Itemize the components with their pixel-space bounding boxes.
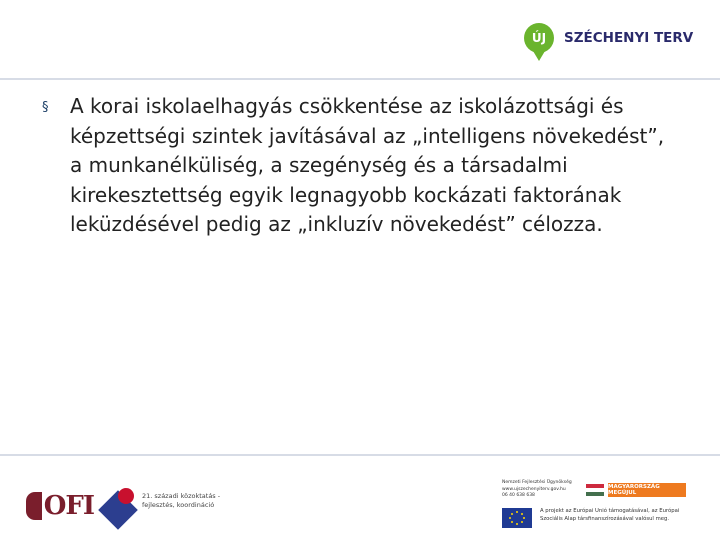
red-dot-icon [118, 488, 134, 504]
koordinacio-caption: 21. századi közoktatás - fejlesztés, koordináció [142, 492, 221, 509]
bullet-paragraph: A korai iskolaelhagyás csökkentése az iskolázottsági és képzettségi szintek javításával az „intelligens növekedést”, a munkanélküliség, a szegénység és a társadalmi kirekesztettség egyik legnagyobb kockázati faktorának leküzdésével pedig az „inkluzív növekedést” célozza. [70, 94, 665, 236]
reference-line: 06 40 638 638 [502, 493, 535, 498]
ofi-logo [26, 489, 94, 523]
logo-badge-icon [524, 23, 554, 53]
eu-flag-icon [502, 508, 532, 528]
logo-wordmark: SZÉCHENYI TERV [564, 30, 694, 46]
ofi-logo-text: OFI [43, 491, 94, 521]
logo-badge-text: ÚJ [531, 31, 547, 45]
eu-funding-text: A projekt az Európai Unió támogatásával, az Európai Szociális Alap társfinanszírozásával valósul meg. [540, 508, 680, 522]
magyarorszag-megujul-badge: MAGYARORSZÁG MEGÚJUL [608, 483, 686, 497]
ofi-mark-icon [26, 492, 42, 520]
reference-line: www.ujszechenyiterv.gov.hu [502, 486, 566, 492]
koordinacio-logo [104, 480, 221, 530]
header-divider [0, 78, 720, 80]
reference-line: Nemzeti Fejlesztési Ügynökség [502, 480, 572, 485]
hungarian-flag-icon [586, 484, 604, 496]
szechenyi-terv-logo [524, 18, 694, 58]
bullet-icon: § [42, 100, 49, 115]
footer-divider [0, 454, 720, 456]
slide-content [42, 92, 682, 240]
